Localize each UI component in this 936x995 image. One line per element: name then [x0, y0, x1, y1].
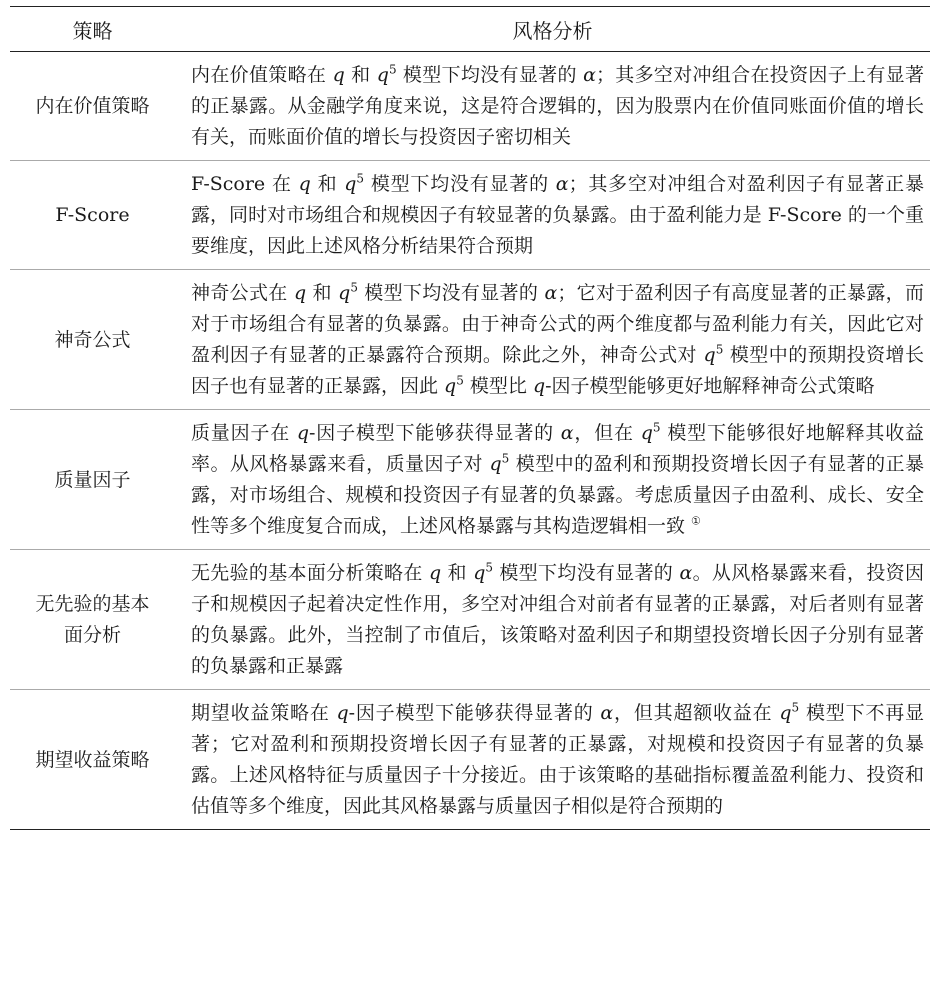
style-column-header: 风格分析	[175, 7, 930, 52]
text-segment: ，但其超额收益在	[613, 702, 780, 724]
math-symbol: q	[429, 562, 442, 584]
strategy-style-table	[10, 6, 930, 830]
table-row	[10, 690, 930, 830]
text-segment: -因子模型下能够获得显著的	[309, 422, 561, 444]
style-analysis-text	[175, 161, 930, 270]
math-superscript: 5	[350, 280, 358, 295]
math-symbol: q	[296, 422, 310, 444]
math-symbol: q	[293, 282, 307, 304]
math-superscript: 5	[485, 560, 493, 575]
text-segment: 和	[441, 562, 474, 584]
text-segment: 模型下均没有显著的	[357, 282, 545, 304]
text-segment: 质量因子在	[191, 422, 297, 444]
strategy-name: 神奇公式	[10, 270, 175, 410]
math-symbol: q	[338, 282, 351, 304]
math-superscript: 5	[652, 420, 661, 435]
text-segment: 和	[310, 173, 345, 195]
strategy-name-text: 无先验的基本面分析	[35, 593, 150, 646]
math-superscript: 5	[501, 451, 510, 466]
text-segment: 期望收益策略在	[191, 702, 337, 724]
math-symbol: q	[332, 64, 345, 86]
text-segment: -因子模型能够更好地解释神奇公式策略	[545, 375, 875, 397]
text-segment: 模型中的预期投资增长因子也有显著的正暴露，因此	[191, 344, 924, 397]
text-segment: 。从风格暴露来看，投资因子和规模因子起着决定性作用，多空对冲组合对前者有显著的正暴露，对后者则有显著的负暴露。此外，当控制了市值后，该策略对盈利因子和期望投资增长因子分别有显著的负暴露和正暴露	[191, 562, 924, 677]
footnote-marker: ①	[691, 514, 701, 528]
strategy-name: 质量因子	[10, 410, 175, 550]
math-symbol: q	[336, 702, 349, 724]
math-superscript: 5	[791, 700, 800, 715]
style-analysis-text	[175, 690, 930, 830]
math-symbol: q	[703, 344, 716, 366]
text-segment: 模型下均没有显著的	[396, 64, 584, 86]
math-superscript: 5	[456, 373, 464, 388]
style-analysis-text	[175, 52, 930, 161]
strategy-column-header: 策略	[10, 7, 175, 52]
text-segment: -因子模型下能够获得显著的	[348, 702, 601, 724]
math-superscript: 5	[388, 62, 397, 77]
text-segment: 和	[306, 282, 339, 304]
table-row	[10, 161, 930, 270]
math-symbol: q	[532, 375, 546, 397]
strategy-name: 期望收益策略	[10, 690, 175, 830]
math-symbol: α	[555, 173, 569, 195]
text-segment: ；它对于盈利因子有高度显著的正暴露，而对于市场组合有显著的负暴露。由于神奇公式的两个维度都与盈利能力有关，因此它对盈利因子有显著的正暴露符合预期。除此之外，神奇公式对	[191, 282, 924, 366]
text-segment: 模型下均没有显著的	[364, 173, 556, 195]
math-superscript: 5	[715, 342, 724, 357]
math-symbol: q	[779, 702, 792, 724]
math-symbol: α	[583, 64, 596, 86]
strategy-name	[10, 550, 175, 690]
table-header-row	[10, 7, 930, 52]
text-segment: 内在价值策略在	[191, 64, 333, 86]
text-segment: 模型下能够很好地解释其收益率。从风格暴露来看，质量因子对	[191, 422, 924, 475]
math-symbol: q	[640, 422, 653, 444]
math-superscript: 5	[356, 171, 365, 186]
text-segment: 模型下不再显著；它对盈利和预期投资增长因子有显著的正暴露，对规模和投资因子有显著的负暴露。上述风格特征与质量因子十分接近。由于该策略的基础指标覆盖盈利能力、投资和估值等多个维度，因此其风格暴露与质量因子相似是符合预期的	[191, 702, 925, 817]
strategy-name: F-Score	[10, 161, 175, 270]
text-segment: ；其多空对冲组合对盈利因子有显著正暴露，同时对市场组合和规模因子有较显著的负暴露。由于盈利能力是 F-Score 的一个重要维度，因此上述风格分析结果符合预期	[191, 173, 924, 257]
math-symbol: α	[600, 702, 614, 724]
text-segment: 无先验的基本面分析策略在	[191, 562, 430, 584]
text-segment: ，但在	[573, 422, 641, 444]
text-segment: 和	[344, 64, 377, 86]
text-segment: 模型下均没有显著的	[493, 562, 680, 584]
text-segment: 模型比	[463, 375, 533, 397]
math-symbol: q	[444, 375, 457, 397]
math-symbol: q	[376, 64, 389, 86]
math-symbol: α	[544, 282, 558, 304]
text-segment: 神奇公式在	[191, 282, 294, 304]
strategy-name: 内在价值策略	[10, 52, 175, 161]
table-row	[10, 410, 930, 550]
table-row	[10, 270, 930, 410]
math-symbol: q	[298, 173, 311, 195]
math-symbol: q	[489, 453, 502, 475]
text-segment: ；其多空对冲组合在投资因子上有显著的正暴露。从金融学角度来说，这是符合逻辑的，因为股票内在价值同账面价值的增长有关，而账面价值的增长与投资因子密切相关	[191, 64, 924, 148]
style-analysis-text	[175, 270, 930, 410]
math-symbol: q	[344, 173, 357, 195]
style-analysis-text	[175, 410, 930, 550]
math-symbol: α	[560, 422, 574, 444]
table-row	[10, 550, 930, 690]
text-segment: 模型中的盈利和预期投资增长因子有显著的正暴露，对市场组合、规模和投资因子有显著的负暴露。考虑质量因子由盈利、成长、安全性等多个维度复合而成，上述风格暴露与其构造逻辑相一致	[191, 453, 924, 537]
table-row	[10, 52, 930, 161]
style-analysis-text	[175, 550, 930, 690]
math-symbol: q	[473, 562, 486, 584]
math-symbol: α	[679, 562, 693, 584]
text-segment: F-Score 在	[191, 173, 299, 195]
